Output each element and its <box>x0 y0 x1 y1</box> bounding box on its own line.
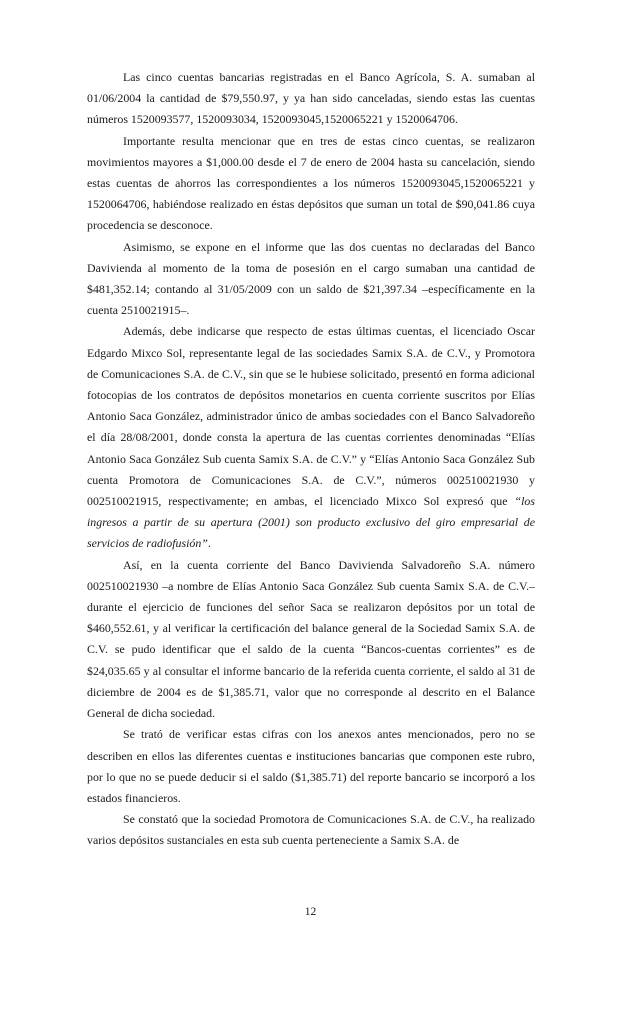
paragraph-1 <box>87 67 535 131</box>
paragraph-4-quote: “los ingresos a partir de su apertura (2001) son producto exclusivo del giro empresarial de servicios de radiofusión” <box>87 494 535 551</box>
paragraph-1-text: Las cinco cuentas bancarias registradas en el Banco Agrícola, S. A. sumaban al 01/06/2004 la cantidad de $79,550.97, y ya han sido canceladas, siendo estas las cuentas números 1520093577, 1520093034, 1520093045,1520065221 y 1520064706. <box>87 70 535 127</box>
paragraph-5-text: Así, en la cuenta corriente del Banco Davivienda Salvadoreño S.A. número 002510021930 –a nombre de Elías Antonio Saca González Sub cuenta Samix S.A. de C.V.– durante el ejercicio de funciones del señor Saca se realizaron depósitos por un total de $460,552.61, y al verificar la certificación del balance general de la Sociedad Samix S.A. de C.V. se pudo identificar que el saldo de la cuenta “Bancos-cuentas corrientes” es de $24,035.65 y al consultar el informe bancario de la referida cuenta corriente, el saldo al 31 de diciembre de 2004 es de $1,385.71, valor que no corresponde al descrito en el Balance General de dicha sociedad. <box>87 557 535 721</box>
paragraph-3 <box>87 237 535 322</box>
body-text <box>87 67 535 852</box>
paragraph-7 <box>87 809 535 851</box>
paragraph-4-end: . <box>207 536 211 551</box>
paragraph-3-text: Asimismo, se expone en el informe que las dos cuentas no declaradas del Banco Davivienda al momento de la toma de posesión en el cargo sumaban una cantidad de $481,352.14; contando al 31/05/2009 con un saldo de $21,397.34 –específicamente en la cuenta 2510021915–. <box>87 239 535 318</box>
paragraph-6-text: Se trató de verificar estas cifras con los anexos antes mencionados, pero no se describen en ellos las diferentes cuentas e instituciones bancarias que componen este rubro, por lo que no se puede deducir si el saldo ($1,385.71) del reporte bancario se incorporó a los estados financieros. <box>87 727 535 805</box>
paragraph-4-text: Además, debe indicarse que respecto de estas últimas cuentas, el licenciado Oscar Edgardo Mixco Sol, representante legal de las sociedades Samix S.A. de C.V., y Promotora de Comunicaciones S.A. de C.V., sin que se le hubiese solicitado, presentó en forma adicional fotocopias de los contratos de depósitos monetarios en cuenta corriente suscritos por Elías Antonio Saca González, administrador único de ambas sociedades con el Banco Salvadoreño el día 28/08/2001, donde consta la apertura de las cuentas corrientes denominadas “Elías Antonio Saca González Sub cuenta Samix S.A. de C.V.” y “Elías Antonio Saca González Sub cuenta Promotora de Comunicaciones S.A. de C.V.”, números 002510021930 y 002510021915, respectivamente; en ambas, el licenciado Mixco Sol expresó que <box>87 324 535 509</box>
paragraph-5 <box>87 555 535 725</box>
page-number: 12 <box>304 906 317 918</box>
paragraph-6 <box>87 724 535 809</box>
paragraph-2 <box>87 131 535 237</box>
paragraph-7-text: Se constató que la sociedad Promotora de Comunicaciones S.A. de C.V., ha realizado varios depósitos sustanciales en esta sub cuenta perteneciente a Samix S.A. de <box>87 812 535 848</box>
paragraph-4 <box>87 321 535 554</box>
paragraph-2-text: Importante resulta mencionar que en tres de estas cinco cuentas, se realizaron movimientos mayores a $1,000.00 desde el 7 de enero de 2004 hasta su cancelación, siendo estas cuentas de ahorros las correspondientes a los números 1520093045,1520065221 y 1520064706, habiéndose realizado en éstas depósitos que suman un total de $90,041.86 cuya procedencia se desconoce. <box>87 133 535 233</box>
